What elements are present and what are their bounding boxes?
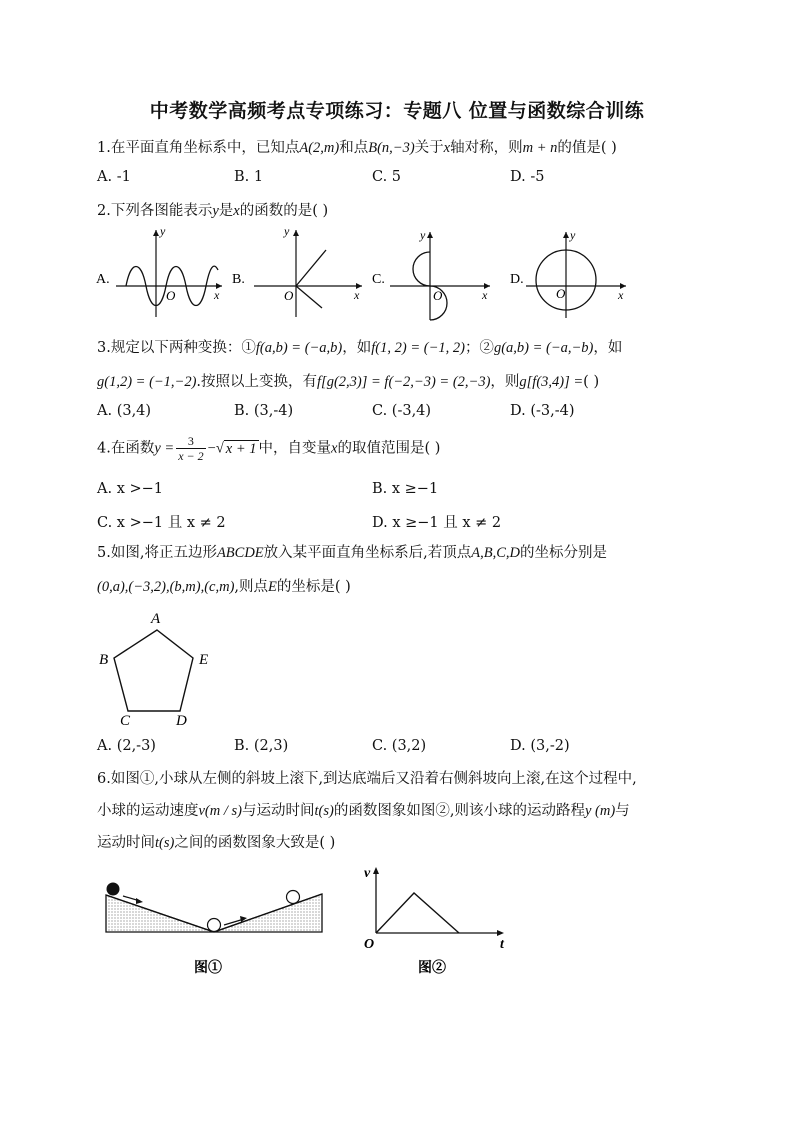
q3-line2-mid: .按照以上变换，有	[196, 374, 318, 390]
q6-fig2-origin: O	[364, 937, 375, 952]
q4-y-eq: y =	[154, 440, 175, 457]
q6-figures	[96, 860, 526, 985]
q1-suffix: 的值是( )	[557, 140, 617, 156]
q5-pentagon-figure	[90, 608, 230, 728]
q2-suffix: 的函数的是( )	[239, 203, 329, 219]
q2-fig-d-y: y	[570, 228, 576, 242]
q6-fig2-t: t	[500, 937, 504, 952]
q2-fig-a-y: y	[160, 224, 166, 238]
q3-option-d: D. (-3,-4)	[510, 403, 575, 419]
q1-option-b: B. 1	[234, 169, 264, 185]
q2-prefix: 2.下列各图能表示	[97, 203, 213, 219]
q4-prefix: 4.在函数	[97, 440, 155, 457]
question-1-stem	[97, 136, 617, 157]
q6-line3-suffix: 之间的函数图象大致是( )	[174, 835, 336, 851]
q5-vertices: A,B,C,D	[471, 545, 521, 561]
q5-coords: (0,a),(−3,2),(b,m),(c,m)	[97, 579, 235, 595]
q5-option-a: A. (2,-3)	[97, 738, 156, 754]
q6-ball-end	[287, 891, 300, 904]
q1-prefix: 1.在平面直角坐标系中，已知点	[97, 140, 300, 156]
q6-prefix: 小球的运动速度	[97, 803, 199, 819]
q5-option-b: B. (2,3)	[234, 738, 289, 754]
q3-question-expr: g[f(3,4)] =	[519, 374, 584, 390]
q3-g-def: g(a,b) = (−a,−b)	[493, 340, 594, 356]
question-6-line-1: 6.如图①,小球从左侧的斜坡上滚下,到达底端后又沿着右侧斜坡向上滚,在这个过程中,	[97, 771, 637, 787]
q4-fraction	[176, 434, 205, 463]
q4-option-b: B. x ≥−1	[372, 481, 439, 497]
q1-expr: m + n	[522, 140, 558, 156]
q6-fig1-slopes	[106, 883, 322, 933]
q2-fig-c-label: C.	[372, 272, 385, 287]
q1-point-b: B(n,−3)	[368, 140, 415, 156]
q6-fig2-graph	[364, 866, 505, 952]
q3-prefix: 3.规定以下两种变换：①	[97, 340, 256, 356]
q2-fig-b-origin: O	[284, 288, 294, 303]
q6-fig2-v: v	[364, 866, 371, 881]
q5-option-c: C. (3,2)	[372, 738, 427, 754]
q1-option-d: D. -5	[510, 169, 545, 185]
q4-suffix: 的取值范围是( )	[337, 440, 441, 457]
question-3-line-2	[97, 370, 599, 391]
q4-sqrt-body: x + 1	[225, 440, 257, 457]
q4-frac-den: x − 2	[178, 449, 204, 463]
q5-label-b: B	[99, 652, 109, 668]
q6-mid2: 的函数图象如图②,则该小球的运动路程	[333, 803, 585, 819]
q3-fg-example: f[g(2,3)] = f(−2,−3) = (2,−3)	[317, 374, 491, 390]
page-title: 中考数学高频考点专项练习：专题八 位置与函数综合训练	[149, 100, 645, 122]
q4-frac-num: 3	[176, 434, 205, 449]
q6-t-unit: t(s)	[314, 803, 334, 819]
q3-line1-suffix: ，如	[593, 340, 623, 356]
q5-label-e: E	[199, 652, 209, 668]
q2-fig-b-x: x	[354, 288, 360, 302]
q6-ball-bottom	[208, 919, 221, 932]
q2-y: y	[212, 203, 219, 219]
q5-line2-mid: ,则点	[234, 579, 269, 595]
q2-figures	[90, 222, 650, 322]
q5-prefix: 5.如图,将正五边形	[97, 545, 217, 561]
q3-option-a: A. (3,4)	[97, 403, 152, 419]
question-5-line-1	[97, 541, 607, 562]
q2-fig-a-origin: O	[166, 288, 176, 303]
q1-point-a: A(2,m)	[299, 140, 340, 156]
q3-mid2: ；②	[464, 340, 494, 356]
q2-fig-c-y: y	[420, 228, 426, 242]
q3-g-example: g(1,2) = (−1,−2)	[97, 374, 197, 390]
q2-fig-a-x: x	[214, 288, 220, 302]
q6-ball-start	[107, 883, 120, 896]
q3-option-c: C. (-3,4)	[372, 403, 432, 419]
question-3-line-1	[97, 336, 622, 357]
q3-f-example: f(1, 2) = (−1, 2)	[371, 340, 465, 356]
q5-label-a: A	[151, 611, 161, 627]
q4-option-a: A. x >−1	[97, 481, 164, 497]
q5-line1-suffix: 的坐标分别是	[520, 545, 608, 561]
q4-x: x	[331, 440, 338, 457]
q2-fig-d-x: x	[618, 288, 624, 302]
q6-y-unit: y (m)	[584, 803, 616, 819]
q4-minus: −	[207, 440, 216, 457]
q4-mid: 中，自变量	[258, 440, 332, 457]
q6-fig2-label: 图②	[418, 959, 446, 975]
q6-fig1-label: 图①	[194, 959, 222, 975]
q5-point-e: E	[268, 579, 277, 595]
q6-line3-t: t(s)	[155, 835, 175, 851]
question-4-stem	[97, 434, 440, 463]
q6-mid: 与运动时间	[242, 803, 315, 819]
q2-fig-d-graph	[526, 228, 626, 318]
q2-mid: 是	[218, 203, 234, 219]
q1-mid1: 和点	[339, 140, 369, 156]
q5-label-d: D	[176, 713, 187, 728]
q4-option-d: D. x ≥−1 且 x ≠ 2	[372, 515, 502, 531]
q1-axis: x	[443, 140, 451, 156]
q1-mid2: 关于	[414, 140, 444, 156]
q6-line3-prefix: 运动时间	[97, 835, 155, 851]
q2-fig-c-origin: O	[433, 288, 443, 303]
q4-option-c: C. x >−1 且 x ≠ 2	[97, 515, 226, 531]
q3-line2-mid2: ，则	[490, 374, 520, 390]
question-6-line-3	[97, 831, 335, 852]
q3-mid1: ，如	[342, 340, 372, 356]
question-5-line-2	[97, 575, 351, 596]
q2-fig-c-graph	[390, 228, 490, 320]
q3-option-b: B. (3,-4)	[234, 403, 294, 419]
q3-line2-suffix: ( )	[583, 374, 600, 390]
q1-mid3: 轴对称，则	[450, 140, 523, 156]
q5-line2-suffix: 的坐标是( )	[276, 579, 351, 595]
q2-fig-d-origin: O	[556, 286, 566, 301]
q2-fig-b-graph	[254, 224, 362, 317]
q2-fig-c-x: x	[482, 288, 488, 302]
question-6-line-2	[97, 799, 630, 820]
q4-sqrt: √ x + 1	[215, 440, 257, 457]
q1-option-a: A. -1	[97, 169, 131, 185]
question-2-stem	[97, 199, 328, 220]
q1-option-c: C. 5	[372, 169, 402, 185]
q2-x: x	[233, 203, 240, 219]
q5-option-d: D. (3,-2)	[510, 738, 570, 754]
q5-label-c: C	[120, 713, 131, 728]
q5-pentagon	[114, 630, 193, 711]
q3-f-def: f(a,b) = (−a,b)	[255, 340, 343, 356]
q5-shape: ABCDE	[216, 545, 264, 561]
q6-v-unit: v(m / s)	[198, 803, 242, 819]
q2-fig-a-graph	[116, 224, 222, 317]
q2-fig-d-label: D.	[510, 272, 524, 287]
q6-line2-suffix: 与	[615, 803, 630, 819]
q5-mid: 放入某平面直角坐标系后,若顶点	[263, 545, 472, 561]
q2-fig-a-label: A.	[96, 272, 110, 287]
q2-fig-b-label: B.	[232, 272, 245, 287]
q2-fig-b-y: y	[284, 224, 290, 238]
